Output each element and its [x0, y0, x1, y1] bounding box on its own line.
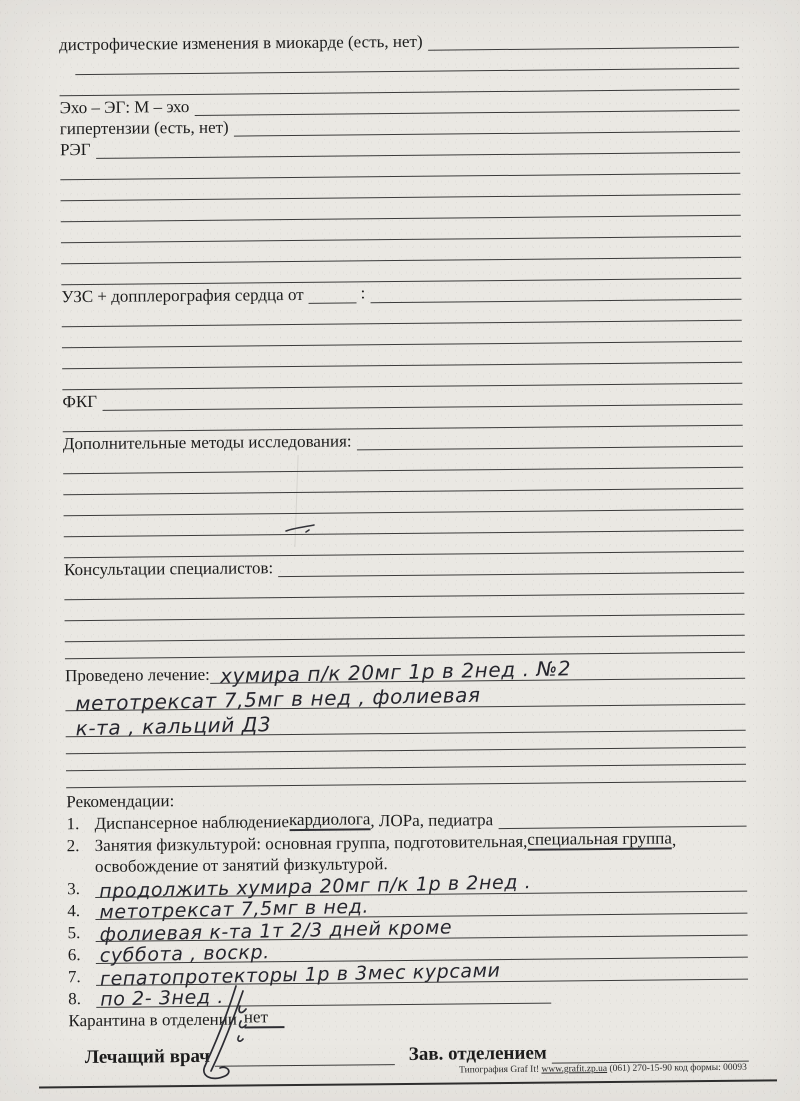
quarantine-label: Карантина в отделении — [68, 1009, 237, 1031]
item-number: 1. — [66, 814, 80, 834]
item-7-handwriting: гепатопротекторы 1р в 3мес курсами — [99, 959, 501, 991]
item-number: 4. — [67, 901, 81, 921]
item-number: 6. — [67, 945, 81, 965]
field-hypertension-label: гипертензии (есть, нет) — [59, 117, 229, 139]
doctor-label: Лечащий врач — [84, 1045, 211, 1069]
head-of-department-label: Зав. отделением — [408, 1042, 547, 1065]
signature-scribble — [192, 984, 256, 1084]
item-4-handwriting: метотрексат 7,5мг в нед. — [99, 895, 370, 924]
print-shop-prefix: Типография Graf It! — [459, 1064, 542, 1076]
item-number: 5. — [67, 923, 81, 943]
rule-line — [309, 300, 357, 303]
field-uzs-label: УЗС + допплерография сердца от — [61, 284, 304, 307]
field-reg-label: РЭГ — [59, 139, 91, 160]
item-1-text-underlined: кардиолога — [288, 809, 371, 830]
field-echo-label: Эхо – ЭГ: М – эхо — [59, 97, 190, 118]
field-fkg-label: ФКГ — [62, 391, 98, 412]
item-1-text-post: , ЛОРа, педиатра — [370, 810, 494, 831]
item-2-text-pre: Занятия физкультурой: основная группа, подготовительная, — [94, 831, 528, 855]
treatment-handwriting-2: метотрексат 7,5мг в нед , фолиевая — [75, 682, 481, 716]
treatment-handwriting-1: хумира п/к 20мг 1р в 2нед . №2 — [219, 656, 572, 688]
item-number: 3. — [67, 879, 80, 899]
item-1-text-pre: Диспансерное наблюдение — [94, 812, 290, 833]
bottom-rule-line — [39, 1079, 777, 1088]
item-number: 2. — [66, 836, 80, 856]
item-8-handwriting: по 2- 3нед . — [99, 985, 225, 1011]
item-5-handwriting: фолиевая к-та 1т 2/3 дней кроме — [99, 916, 453, 947]
field-consultations-label: Консультации специалистов: — [63, 558, 274, 580]
item-number: 8. — [68, 989, 82, 1009]
item-3-handwriting: продолжить хумира 20мг п/к 1р в 2нед . — [98, 871, 532, 903]
quarantine-value: нет — [244, 1008, 284, 1028]
treatment-label: Проведено лечение: — [65, 664, 210, 686]
stray-pen-mark — [284, 520, 318, 536]
item-6-handwriting: суббота , воскр. — [99, 941, 271, 967]
print-shop-suffix: (061) 270-15-90 код формы: 00093 — [607, 1062, 747, 1075]
field-additional-label: Дополнительные методы исследования: — [62, 431, 352, 454]
item-2-text-underlined: специальная группа — [527, 828, 672, 849]
recommendations-title: Рекомендации: — [66, 791, 175, 812]
item-number: 7. — [67, 967, 81, 987]
treatment-handwriting-3: к-та , кальций Д3 — [75, 712, 272, 741]
item-2-text-continuation: освобождение от занятий физкультурой. — [94, 854, 388, 876]
item-2-text-post: , — [671, 830, 677, 850]
print-shop-url: www.grafit.zp.ua — [541, 1064, 608, 1075]
field-uzs-colon: : — [360, 283, 366, 303]
field-myocard-label: дистрофические изменения в миокарде (есть, нет) — [58, 31, 423, 55]
